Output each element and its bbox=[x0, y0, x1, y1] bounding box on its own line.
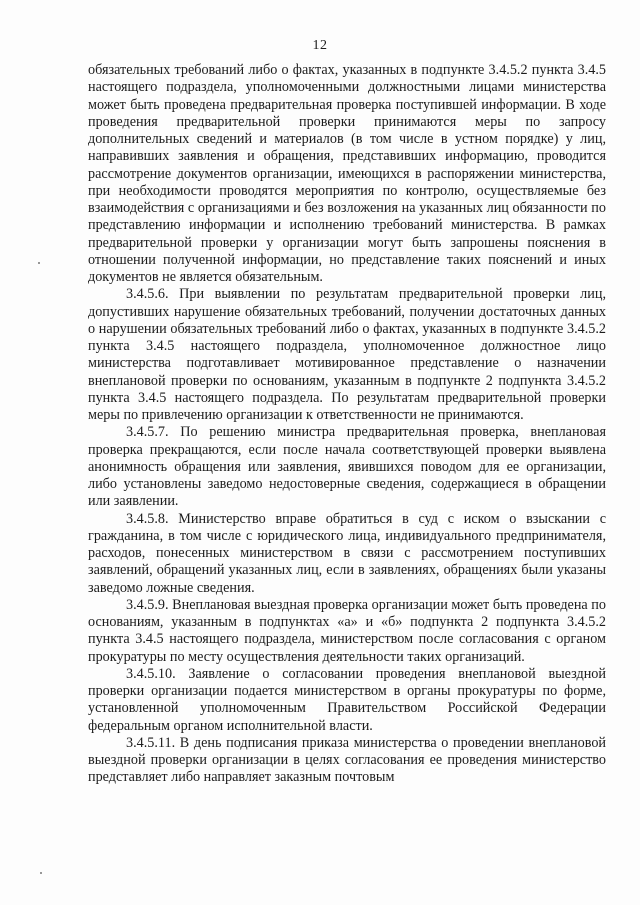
paragraph-3-4-5-6: 3.4.5.6. При выявлении по результатам предварительной проверки лиц, допустивших нарушение обязательных требований, получении достаточных данных о нарушении обязательных требований либо о фактах, указанных в подпункте 3.4.5.2 пункта 3.4.5 настоящего подраздела, уполномоченное должностное лицо министерства подготавливает мотивированное представление о назначении внеплановой проверки по основаниям, указанным в подпункте 2 подпункта 3.4.5.2 пункта 3.4.5 настоящего подраздела. По результатам предварительной проверки меры по привлечению организации к ответственности не принимаются. bbox=[88, 286, 606, 423]
paragraph-3-4-5-10: 3.4.5.10. Заявление о согласовании проведения внеплановой выездной проверки организации подается министерством в органы прокуратуры по форме, установленной уполномоченным Правительством Российской Федерации федеральным органом исполнительной власти. bbox=[88, 665, 606, 734]
paragraph-3-4-5-11: 3.4.5.11. В день подписания приказа министерства о проведении внеплановой выездной проверки организации в целях согласования ее проведения министерство представляет либо направляет заказным почтовым bbox=[88, 734, 606, 786]
scan-speck bbox=[40, 872, 42, 874]
paragraph-3-4-5-7: 3.4.5.7. По решению министра предварительная проверка, внеплановая проверка прекращаются, если после начала соответствующей проверки выявлена анонимность обращения или заявления, явившихся поводом для ее организации, либо установлены заведомо недостоверные сведения, содержащиеся в обращении или заявлении. bbox=[88, 424, 606, 510]
paragraph-3-4-5-8: 3.4.5.8. Министерство вправе обратиться в суд с иском о взыскании с гражданина, в том числе с юридического лица, индивидуального предпринимателя, расходов, понесенных министерством в связи с рассмотрением поступивших заявлений, обращений указанных лиц, если в заявлениях, обращениях были указаны заведомо ложные сведения. bbox=[88, 510, 606, 596]
paragraph-3-4-5-9: 3.4.5.9. Внеплановая выездная проверка организации может быть проведена по основаниям, указанным в подпунктах «а» и «б» подпункта 2 подпункта 3.4.5.2 пункта 3.4.5 настоящего подраздела, министерством после согласования с органом прокуратуры по месту осуществления деятельности таких организаций. bbox=[88, 596, 606, 665]
paragraph-continued: обязательных требований либо о фактах, указанных в подпункте 3.4.5.2 пункта 3.4.5 настоящего подраздела, уполномоченными должностными лицами министерства может быть проведена предварительная проверка поступившей информации. В ходе проведения предварительной проверки принимаются меры по запросу дополнительных сведений и материалов (в том числе в устном порядке) у лиц, направивших заявления и обращения, представивших информацию, проводится рассмотрение документов организации, имеющихся в распоряжении министерства, при необходимости проводятся мероприятия по контролю, осуществляемые без взаимодействия с организациями и без возложения на указанных лиц обязанности по представлению информации и исполнению требований министерства. В рамках предварительной проверки у организации могут быть запрошены пояснения в отношении полученной информации, но представление таких пояснений и иных документов не является обязательным. bbox=[88, 62, 606, 285]
scan-speck bbox=[38, 262, 40, 264]
page-number: 12 bbox=[312, 38, 328, 53]
document-body bbox=[88, 62, 606, 787]
